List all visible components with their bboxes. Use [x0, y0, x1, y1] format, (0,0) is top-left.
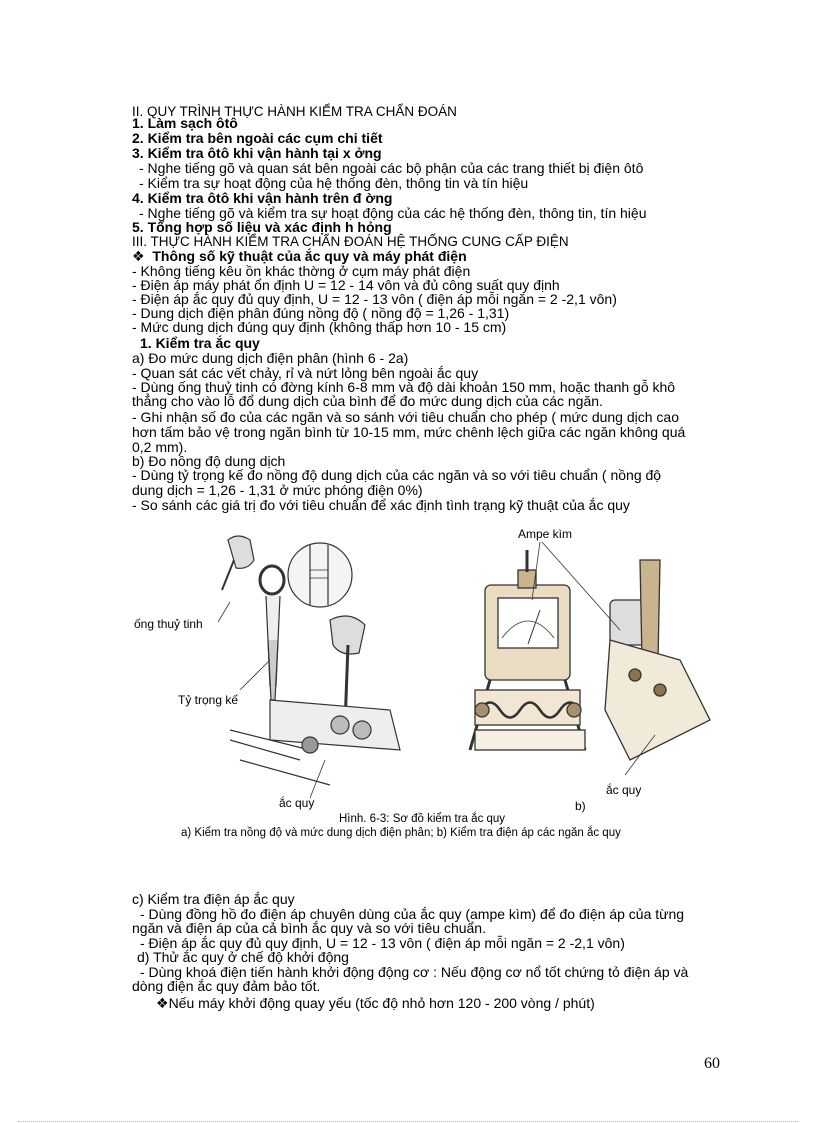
item-1: 1. Làm sạch ôtô: [132, 115, 238, 131]
c-title: c) Kiểm tra điện áp ắc quy: [132, 891, 295, 907]
section-iii-heading: III. THỰC HÀNH KIỂM TRA CHẨN ĐOÁN HỆ THỐNG CUNG CẤP ĐIỆN: [132, 234, 569, 249]
item-3-b: - Kiểm tra sự hoạt động của hệ thống đèn, thông tin và tín hiệu: [139, 175, 529, 191]
d-1-line-2: dòng điện ắc quy đảm bảo tốt.: [132, 978, 321, 994]
page-divider: [18, 1121, 798, 1122]
a-1: - Quan sát các vết chảy, rỉ và nứt lỏng bên ngoài ắc quy: [132, 365, 479, 381]
b-1-line-1: - Dùng tỷ trọng kế đo nồng độ dung dịch của các ngăn và so với tiêu chuẩn ( nồng độ: [132, 467, 662, 483]
c-1-line-1: - Dùng đồng hồ đo điện áp chuyên dùng của ắc quy (ampe kìm) để đo điện áp của từng: [140, 906, 685, 922]
a-title: a) Đo mức dung dịch điện phân (hình 6 - 2a): [132, 350, 409, 366]
a-2-line-2: thẳng cho vào lỗ đổ dung dịch của bình để đo mức dung dịch của các ngăn.: [132, 393, 603, 409]
item-3: 3. Kiểm tra ôtô khi vận hành tại x ởng: [132, 145, 382, 161]
item-2: 2. Kiểm tra bên ngoài các cụm chi tiết: [132, 130, 383, 146]
item-4-a: - Nghe tiếng gõ và kiểm tra sự hoạt động của các hệ thống đèn, thông tin, tín hiệu: [139, 205, 647, 221]
figure-a-illustration: [210, 530, 410, 810]
specs-title-text: Thông số kỹ thuật của ắc quy và máy phát điện: [152, 248, 467, 264]
d-1-line-1: - Dùng khoá điện tiến hành khởi động động cơ : Nếu động cơ nổ tốt chứng tỏ điện áp và: [140, 964, 689, 980]
item-4: 4. Kiểm tra ôtô khi vận hành trên đ ờng: [132, 190, 393, 206]
label-ong-thuy-tinh: ống thuỷ tinh: [134, 617, 203, 631]
spec-3: - Điện áp ắc quy đủ quy định, U = 12 - 13 vôn ( điện áp mỗi ngăn = 2 -2,1 vôn): [132, 291, 617, 307]
diamond-bullet-icon: ❖: [156, 995, 169, 1011]
c-2: - Điện áp ắc quy đủ quy định, U = 12 - 13 vôn ( điện áp mỗi ngăn = 2 -2,1 vôn): [140, 935, 625, 951]
a-3-line-3: 0,2 mm).: [132, 439, 188, 455]
b-1-line-2: dung dịch = 1,26 - 1,31 ở mức phóng điện 0%): [132, 482, 423, 498]
spec-1: - Không tiếng kêu ồn khác thờng ở cụm máy phát điện: [132, 263, 471, 279]
spec-2: - Điện áp máy phát ổn định U = 12 - 14 vôn và đủ công suất quy định: [132, 277, 560, 293]
figure-b-illustration: [450, 540, 720, 800]
b-2: - So sánh các giá trị đo với tiêu chuẩn để xác định tình trạng kỹ thuật của ắc quy: [132, 497, 630, 513]
specs-title: [132, 249, 467, 264]
check-title: 1. Kiểm tra ắc quy: [140, 335, 260, 351]
label-ac-quy-a: ắc quy: [279, 796, 315, 810]
b-title: b) Đo nồng độ dung dịch: [132, 453, 286, 469]
label-b: b): [575, 799, 586, 813]
item-3-a: - Nghe tiếng gõ và quan sát bên ngoài các bộ phận của các trang thiết bị điện ôtô: [139, 160, 644, 176]
a-3-line-1: - Ghi nhận số đo của các ngăn và so sánh với tiêu chuẩn cho phép ( mức dung dịch cao: [132, 409, 679, 425]
spec-5: - Mức dung dịch đúng quy định (không thấp hơn 10 - 15 cm): [132, 319, 507, 335]
figure-caption-title: Hình. 6-3: Sơ đồ kiểm tra ắc quy: [339, 813, 506, 825]
d-title: d) Thử ắc quy ở chế độ khởi động: [137, 949, 349, 965]
spec-4: - Dung dịch điện phân đúng nồng độ ( nồng độ = 1,26 - 1,31): [132, 305, 510, 321]
label-ac-quy-b: ắc quy: [606, 783, 642, 797]
label-ty-trong-ke: Tỷ trọng kế: [178, 693, 239, 707]
a-3-line-2: hơn tấm bảo vệ trong ngăn bình từ 10-15 mm, mức chênh lệch giữa các ngăn không quá: [132, 424, 686, 440]
c-1-line-2: ngăn và điện áp của cả bình ắc quy và so với tiêu chuẩn.: [132, 920, 486, 936]
d-2-text: Nếu máy khởi động quay yếu (tốc độ nhỏ hơn 120 - 200 vòng / phút): [168, 995, 595, 1011]
diamond-bullet-icon: ❖: [132, 248, 145, 264]
figure-caption-sub: a) Kiểm tra nồng độ và mức dung dịch điện phân; b) Kiểm tra điện áp các ngăn ắc quy: [181, 827, 621, 839]
page-number: 60: [704, 1055, 720, 1072]
label-ampe-kim: Ampe kìm: [518, 527, 573, 541]
a-2-line-1: - Dùng ống thuỷ tinh có đờng kính 6-8 mm và độ dài khoản 150 mm, hoặc thanh gỗ khô: [132, 379, 676, 395]
section-ii-heading: II. QUY TRÌNH THỰC HÀNH KIỂM TRA CHẨN ĐOÁN: [132, 104, 457, 119]
item-5: 5. Tổng hợp số liệu và xác định h hỏng: [132, 219, 392, 235]
d-2: [156, 996, 595, 1011]
